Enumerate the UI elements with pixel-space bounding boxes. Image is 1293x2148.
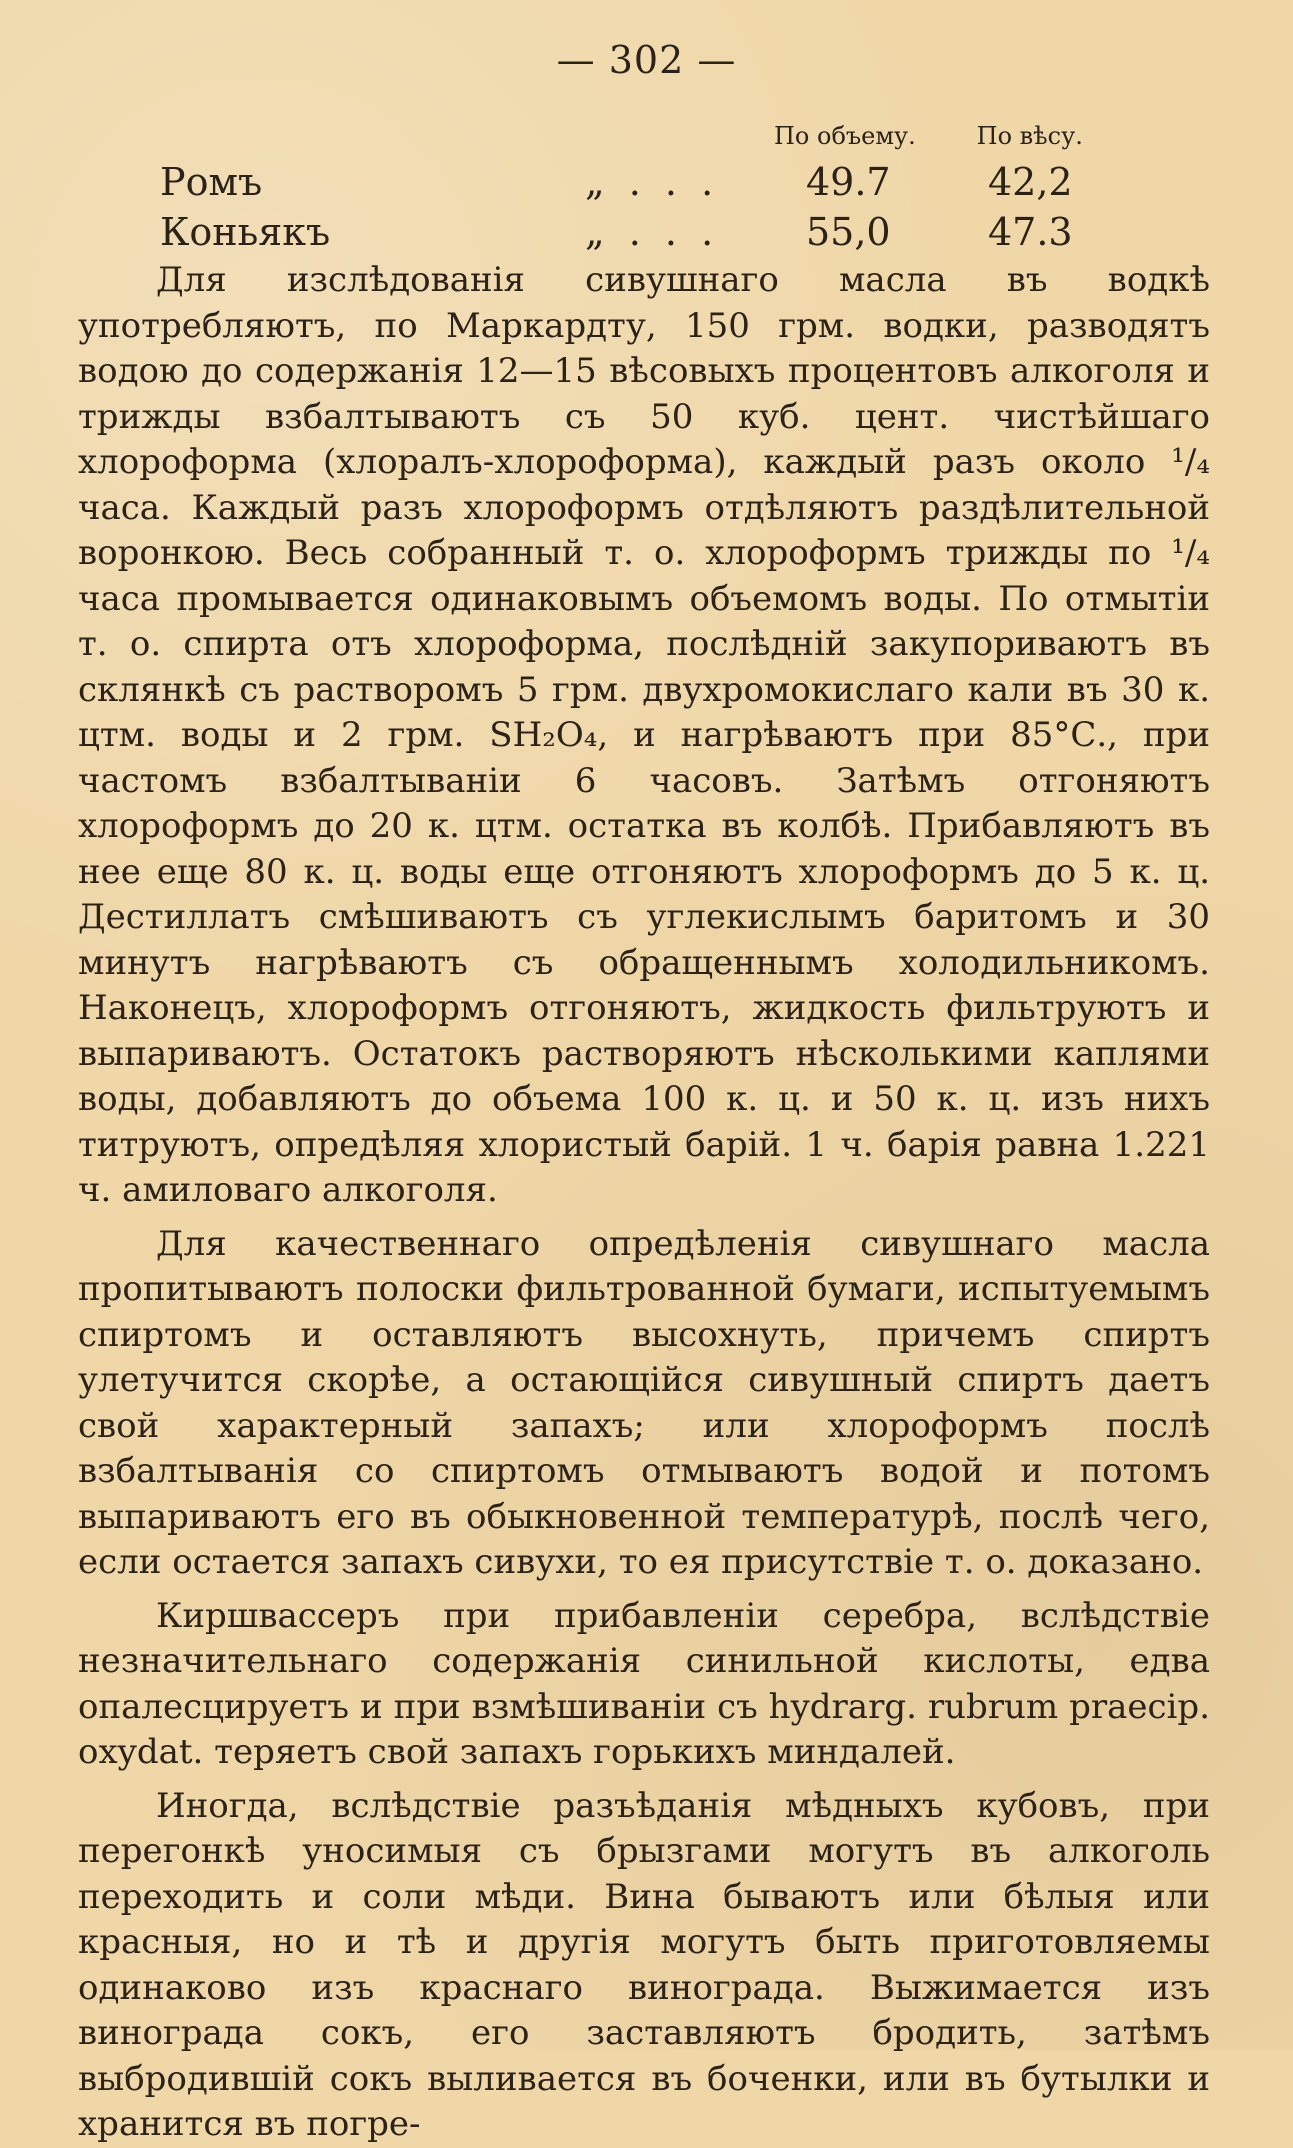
row-dots: „ . . . [585, 160, 720, 204]
page-number: — 302 — [556, 38, 737, 82]
row-weight: 47.3 [988, 210, 1073, 254]
header-weight: По вѣсу. [976, 122, 1083, 150]
row-weight: 42,2 [988, 160, 1073, 204]
row-dots: „ . . . [585, 210, 720, 254]
page-body [78, 258, 1210, 2148]
row-volume: 49.7 [806, 160, 891, 204]
table-row [160, 210, 1120, 260]
header-volume: По объему. [774, 122, 916, 150]
table-row [160, 160, 1120, 210]
row-name: Ромъ [160, 160, 263, 204]
row-volume: 55,0 [806, 210, 891, 254]
paragraph-kirschwasser: Киршвассеръ при прибавленіи серебра, вслѣдствіе незначительнаго содержанія синильной кислоты, едва опалесцируетъ и при взмѣшиваніи съ hydrarg. rubrum praecip. oxydat. теряетъ свой запахъ горькихъ миндалей. [78, 1595, 1210, 1772]
paragraph-qualitative-test: Для качественнаго опредѣленія сивушнаго масла пропитываютъ полоски фильтрованной бумаги, испытуемымъ спиртомъ и оставляютъ высохнуть, причемъ спиртъ улетучится скорѣе, а остающійся сивушный спиртъ даетъ свой характерный запахъ; или хлороформъ послѣ взбалтыванія со спиртомъ отмываютъ водой и потомъ выпариваютъ его въ обыкновенной температурѣ, послѣ чего, если остается запахъ сивухи, то ея присутствіе т. о. доказано. [78, 1223, 1210, 1582]
table-header [774, 122, 1114, 150]
row-name: Коньякъ [160, 210, 331, 254]
paragraph-copper-wines: Иногда, вслѣдствіе разъѣданія мѣдныхъ кубовъ, при перегонкѣ уносимыя съ брызгами могутъ въ алкоголь переходить и соли мѣди. Вина бываютъ или бѣлыя или красныя, но и тѣ и другія могутъ быть приготовляемы одинаково изъ краснаго винограда. Выжимается изъ винограда сокъ, его заставляютъ бродить, затѣмъ выбродившій сокъ выливается въ боченки, или въ бутылки и хранится въ погре- [78, 1785, 1210, 2144]
paragraph-fusel-oil-analysis: Для изслѣдованія сивушнаго масла въ водкѣ употребляютъ, по Маркардту, 150 грм. водки, разводятъ водою до содержанія 12—15 вѣсовыхъ процентовъ алкоголя и трижды взбалтываютъ съ 50 куб. цент. чистѣйшаго хлороформа (хлоралъ-хлороформа), каждый разъ около ¹/₄ часа. Каждый разъ хлороформъ отдѣляютъ раздѣлительной воронкою. Весь собранный т. о. хлороформъ трижды по ¹/₄ часа промывается одинаковымъ объемомъ воды. По отмытіи т. о. спирта отъ хлороформа, послѣдній закупориваютъ въ склянкѣ съ растворомъ 5 грм. двухромокислаго кали въ 30 к. цтм. воды и 2 грм. SH₂O₄, и нагрѣваютъ при 85°С., при частомъ взбалтываніи 6 часовъ. Затѣмъ отгоняютъ хлороформъ до 20 к. цтм. остатка въ колбѣ. Прибавляютъ въ нее еще 80 к. ц. воды еще отгоняютъ хлороформъ до 5 к. ц. Дестиллатъ смѣшиваютъ съ углекислымъ баритомъ и 30 минутъ нагрѣваютъ съ обращеннымъ холодильникомъ. Наконецъ, хлороформъ отгоняютъ, жидкость фильтруютъ и выпариваютъ. Остатокъ растворяютъ нѣсколькими каплями воды, добавляютъ до объема 100 к. ц. и 50 к. ц. изъ нихъ титруютъ, опредѣляя хлористый барій. 1 ч. барія равна 1.221 ч. амиловаго алкоголя. [78, 260, 1210, 1210]
